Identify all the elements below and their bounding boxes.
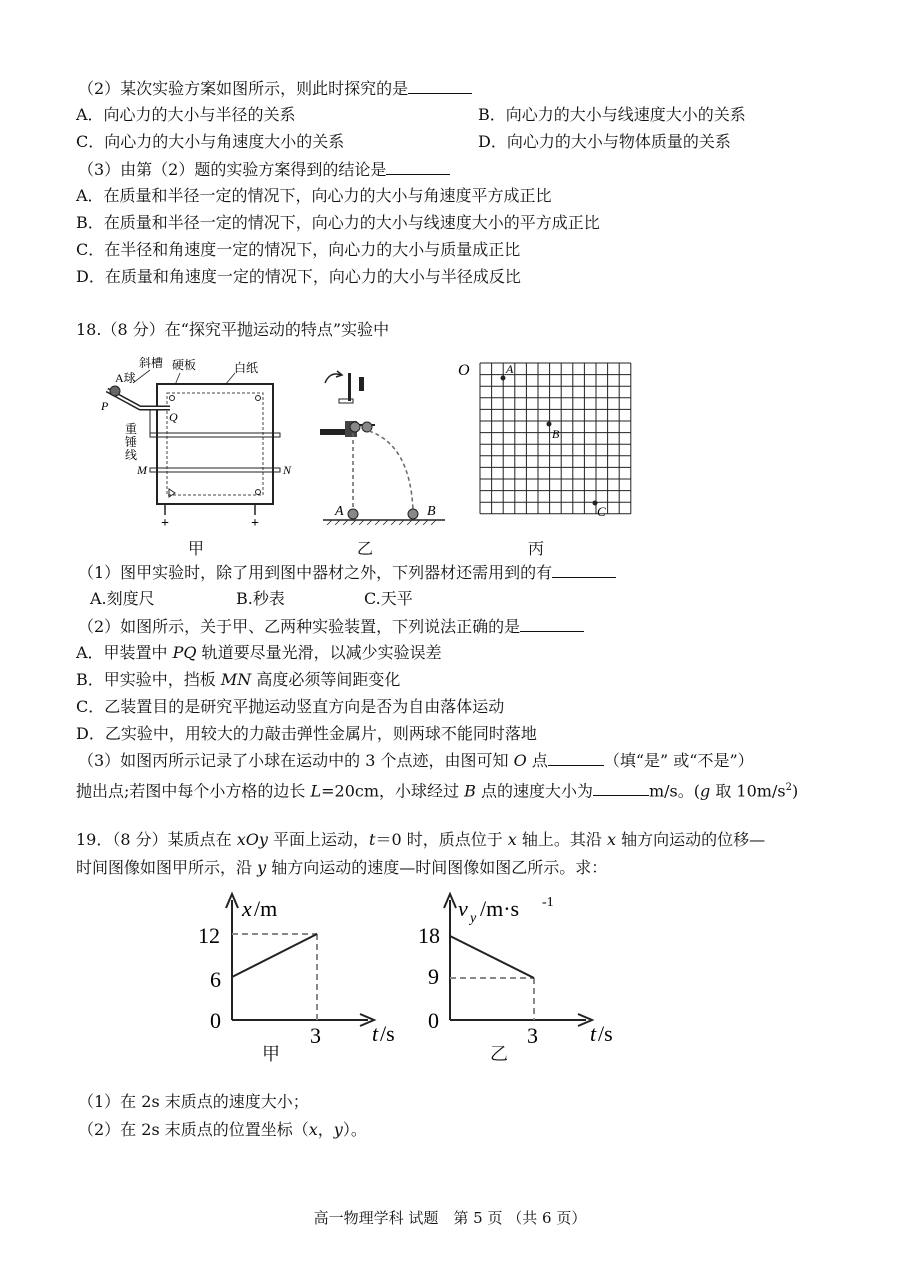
q19-stem-line1 bbox=[76, 830, 765, 850]
q17-part2-option-b: B．向心力的大小与线速度大小的关系 bbox=[478, 105, 746, 124]
series-line-vy-t bbox=[450, 936, 534, 978]
q17-part3-option-a: A．在质量和半径一定的情况下，向心力的大小与角速度平方成正比 bbox=[76, 186, 552, 205]
superscript: 2 bbox=[785, 782, 792, 793]
text: 轴上。其沿 bbox=[516, 830, 608, 849]
text: （3）如图丙所示记录了小球在运动中的 3 个点迹，由图可知 bbox=[78, 751, 514, 770]
text: B．甲实验中，挡板 bbox=[76, 670, 221, 689]
label-plumb-1: 重 bbox=[125, 422, 138, 436]
label-bing-b: B bbox=[552, 427, 560, 441]
label-p: P bbox=[101, 399, 109, 413]
ball-a bbox=[110, 386, 120, 396]
label-bing-c: C bbox=[597, 504, 606, 519]
q19-stem-line2 bbox=[76, 858, 607, 878]
ylabel-var: x bbox=[242, 896, 252, 921]
chart-jia-x-t bbox=[190, 890, 420, 1070]
ball-a-end bbox=[348, 509, 358, 519]
white-paper bbox=[167, 393, 263, 495]
q17-part2-option-d: D．向心力的大小与物体质量的关系 bbox=[478, 132, 731, 151]
var-y: y bbox=[333, 1120, 343, 1139]
text: 抛出点;若图中每个小方格的边长 bbox=[76, 781, 311, 801]
q19-part2 bbox=[78, 1120, 367, 1140]
q18-part3-line1 bbox=[78, 750, 754, 771]
label-o: O bbox=[458, 362, 470, 379]
baffle-mn bbox=[150, 468, 280, 472]
q17-part2-stem bbox=[78, 78, 472, 99]
ylabel-sub: y bbox=[470, 911, 477, 926]
text: ) bbox=[791, 781, 799, 801]
var-x: x bbox=[507, 830, 517, 849]
label-q: Q bbox=[169, 410, 178, 424]
label-yi-b: B bbox=[427, 504, 436, 519]
var-xoy: xOy bbox=[236, 830, 268, 849]
q18-part3-line2 bbox=[76, 778, 798, 801]
text: 轨道要尽量光滑，以减少实验误差 bbox=[196, 643, 442, 662]
text: 点的速度大小为 bbox=[475, 781, 593, 801]
q19-part1: （1）在 2s 末质点的速度大小； bbox=[78, 1092, 309, 1111]
q17-part2-stem-text: （2）某次实验方案如图所示，则此时探究的是 bbox=[78, 79, 409, 98]
ytick-9: 9 bbox=[428, 964, 439, 989]
label-chute: 斜槽 bbox=[139, 356, 164, 370]
text: 取 10m/s bbox=[710, 781, 786, 801]
point-b bbox=[547, 422, 552, 427]
var-mn: MN bbox=[220, 670, 252, 689]
label-plumb-3: 线 bbox=[125, 448, 138, 462]
chart-jia-caption: 甲 bbox=[262, 1044, 280, 1065]
q18-part2-option-b bbox=[76, 670, 400, 690]
answer-blank[interactable] bbox=[386, 159, 450, 175]
ytick-6: 6 bbox=[210, 967, 221, 992]
xlabel-var: t bbox=[590, 1021, 597, 1046]
figure-yi-label: 乙 bbox=[357, 539, 374, 558]
xlabel-unit: /s bbox=[380, 1021, 395, 1046]
q18-part2-stem-text: （2）如图所示，关于甲、乙两种实验装置，下列说法正确的是 bbox=[78, 617, 521, 636]
text: ， bbox=[317, 1120, 334, 1139]
ball-a-start bbox=[350, 422, 360, 432]
figure-bing-label: 丙 bbox=[528, 539, 545, 558]
q17-part3-stem bbox=[78, 159, 450, 180]
q18-part1-option-c: C.天平 bbox=[364, 589, 413, 608]
q17-part3-stem-text: （3）由第（2）题的实验方案得到的结论是 bbox=[78, 160, 387, 179]
text: 时间图像如图甲所示，沿 bbox=[76, 858, 258, 877]
svg-text:+: + bbox=[251, 516, 259, 530]
ball-b-start bbox=[362, 422, 372, 432]
text: m/s。( bbox=[648, 781, 700, 801]
var-o: O bbox=[513, 751, 527, 770]
var-x: x bbox=[607, 830, 617, 849]
board-outline bbox=[157, 384, 273, 504]
text: （填“是” 或“不是”） bbox=[603, 751, 754, 770]
xtick-3: 3 bbox=[527, 1023, 538, 1048]
ylabel-unit: /m bbox=[254, 896, 278, 921]
label-m: M bbox=[137, 463, 147, 477]
answer-blank[interactable] bbox=[520, 616, 584, 632]
projectile-path bbox=[369, 431, 413, 510]
q18-part1-option-b: B.秒表 bbox=[236, 589, 285, 608]
ylabel-sup: -1 bbox=[542, 895, 554, 910]
answer-blank[interactable] bbox=[593, 780, 649, 796]
ylabel-unit: /m·s bbox=[480, 896, 520, 921]
figure-yi-apparatus bbox=[315, 365, 455, 525]
text: =20cm，小球经过 bbox=[321, 781, 465, 801]
xlabel-var: t bbox=[372, 1021, 379, 1046]
text: 轴方向运动的位移— bbox=[616, 830, 766, 849]
chart-yi-vy-t bbox=[410, 890, 640, 1070]
ytick-0: 0 bbox=[428, 1008, 439, 1033]
q17-part3-option-c: C．在半径和角速度一定的情况下，向心力的大小与质量成正比 bbox=[76, 240, 521, 259]
figure-jia-apparatus bbox=[95, 355, 295, 530]
ytick-12: 12 bbox=[198, 923, 220, 948]
chart-yi-caption: 乙 bbox=[490, 1044, 508, 1065]
text: A．甲装置中 bbox=[76, 643, 173, 662]
q18-part1-option-a: A.刻度尺 bbox=[90, 589, 155, 608]
var-pq: PQ bbox=[172, 643, 197, 662]
ytick-18: 18 bbox=[418, 923, 440, 948]
label-bing-a: A bbox=[506, 362, 514, 376]
q17-part2-option-a: A．向心力的大小与半径的关系 bbox=[76, 105, 296, 124]
page-footer: 高一物理学科 试题 第 5 页 （共 6 页） bbox=[313, 1209, 587, 1227]
var-l: L bbox=[310, 781, 322, 801]
q18-part1-stem-text: （1）图甲实验时，除了用到图中器材之外，下列器材还需用到的有 bbox=[78, 563, 553, 582]
q17-part2-option-c: C．向心力的大小与角速度大小的关系 bbox=[76, 132, 345, 151]
ball-b-end bbox=[408, 509, 418, 519]
figure-bing-grid bbox=[455, 355, 635, 525]
q17-part3-option-d: D．在质量和角速度一定的情况下，向心力的大小与半径成反比 bbox=[76, 267, 521, 286]
label-ball-a: A球 bbox=[115, 371, 136, 385]
xtick-3: 3 bbox=[310, 1023, 321, 1048]
answer-blank[interactable] bbox=[548, 750, 604, 766]
q18-part2-option-c: C．乙装置目的是研究平抛运动竖直方向是否为自由落体运动 bbox=[76, 697, 505, 716]
var-g: g bbox=[700, 781, 711, 801]
series-line-x-t bbox=[232, 934, 317, 977]
text: （2）在 2s 末质点的位置坐标（ bbox=[78, 1120, 309, 1139]
ytick-0: 0 bbox=[210, 1008, 221, 1033]
text: 平面上运动， bbox=[267, 830, 369, 849]
var-y: y bbox=[257, 858, 267, 877]
text: 19．（8 分）某质点在 bbox=[76, 830, 237, 849]
q18-part2-option-d: D．乙实验中，用较大的力敲击弹性金属片，则两球不能同时落地 bbox=[76, 724, 537, 743]
label-n: N bbox=[283, 463, 292, 477]
svg-text:+: + bbox=[161, 516, 169, 530]
text: 高度必须等间距变化 bbox=[251, 670, 401, 689]
q18-title: 18.（8 分）在“探究平抛运动的特点”实验中 bbox=[76, 320, 390, 339]
ylabel-var: v bbox=[458, 896, 468, 921]
text: 轴方向运动的速度—时间图像如图乙所示。求： bbox=[266, 858, 608, 877]
answer-blank[interactable] bbox=[552, 562, 616, 578]
label-yi-a: A bbox=[335, 504, 344, 519]
label-board: 硬板 bbox=[172, 358, 197, 372]
label-plumb-2: 锤 bbox=[125, 435, 138, 449]
text: ＝0 时，质点位于 bbox=[375, 830, 508, 849]
text: 点 bbox=[526, 751, 548, 770]
text: ）。 bbox=[342, 1120, 367, 1139]
var-x: x bbox=[308, 1120, 318, 1139]
var-b: B bbox=[464, 781, 476, 801]
xlabel-unit: /s bbox=[598, 1021, 613, 1046]
q18-part1-stem bbox=[78, 562, 616, 583]
bar-upper bbox=[150, 433, 280, 437]
point-a bbox=[501, 376, 506, 381]
answer-blank[interactable] bbox=[408, 78, 472, 94]
q18-part2-option-a bbox=[76, 643, 442, 663]
var-t: t bbox=[369, 830, 376, 849]
q17-part3-option-b: B．在质量和半径一定的情况下，向心力的大小与线速度大小的平方成正比 bbox=[76, 213, 600, 232]
figure-jia-label: 甲 bbox=[188, 539, 205, 558]
q18-part2-stem bbox=[78, 616, 584, 637]
label-paper: 白纸 bbox=[234, 361, 259, 375]
